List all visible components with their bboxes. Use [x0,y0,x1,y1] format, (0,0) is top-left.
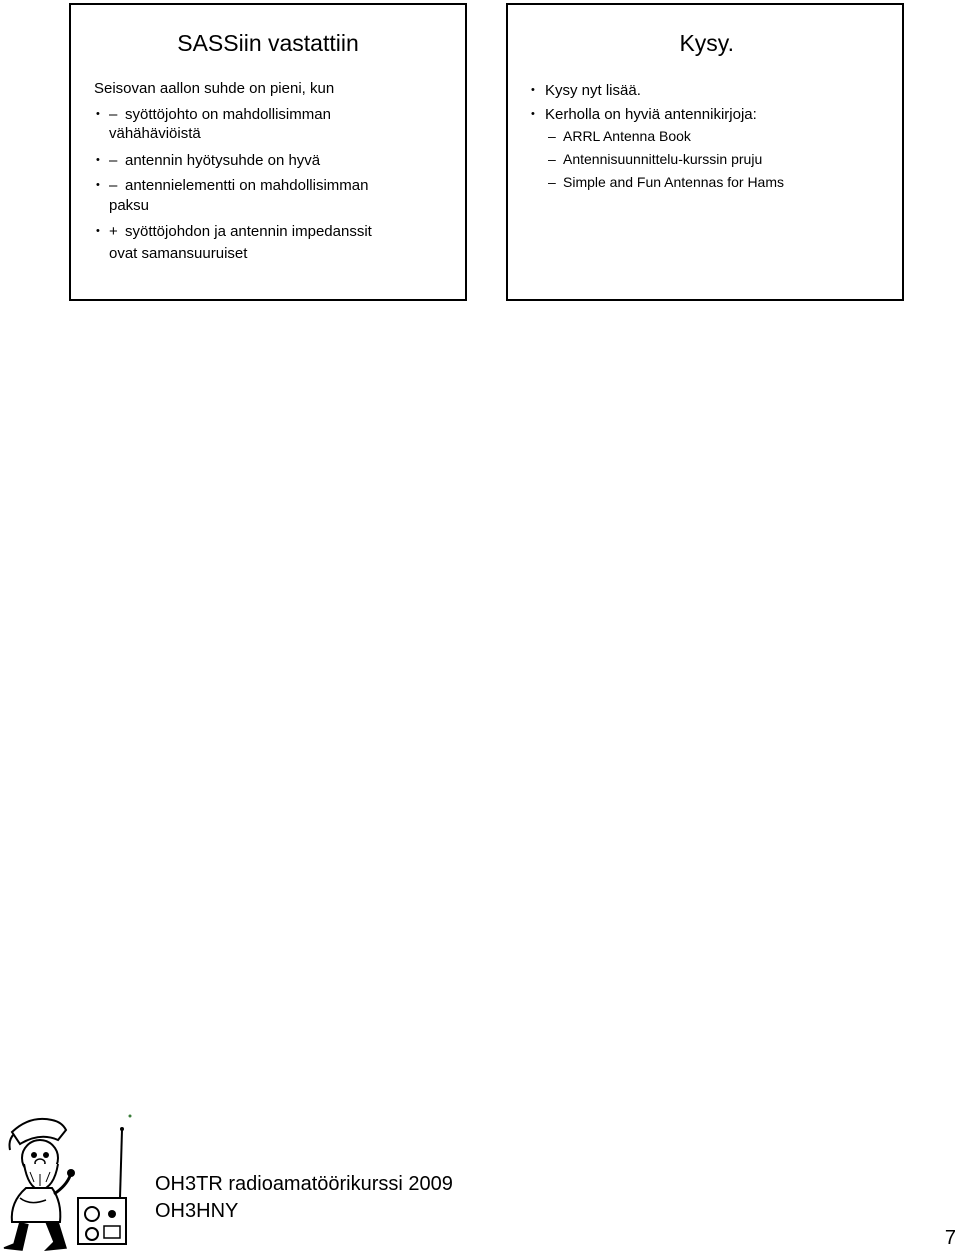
item-text: syöttöjohto on mahdollisimman [125,106,331,123]
item-text: syöttöjohdon ja antennin impedanssit [125,223,372,240]
item-text-continued: vähähäviöistä [109,125,201,142]
item-text-continued: ovat samansuuruiset [109,245,248,262]
bullet-icon: • [96,179,100,191]
bullet-text: Kerholla on hyviä antennikirjoja: [545,106,757,123]
item-dash: – [109,177,118,194]
gnome-radio-logo-icon [0,1110,140,1257]
bullet-icon: • [96,154,100,166]
slide1-title: SASSiin vastattiin [177,30,359,56]
book-title: Simple and Fun Antennas for Hams [563,174,785,190]
bullet-icon: • [531,84,535,96]
item-dash: – [109,106,118,123]
bullet-icon: • [531,108,535,120]
slide1-intro: Seisovan aallon suhde on pieni, kun [94,80,335,97]
book-title: Antennisuunnittelu-kurssin pruju [563,151,763,167]
footer-author: OH3HNY [155,1200,239,1222]
item-dash: – [109,152,118,169]
book-dash: – [548,151,556,167]
slide2-title: Kysy. [679,30,734,56]
slide-kysy [506,3,904,301]
page-number: 7 [944,1227,956,1249]
book-title: ARRL Antenna Book [563,128,691,144]
book-dash: – [548,128,556,144]
item-plus: + [109,223,118,240]
item-text: antennielementti on mahdollisimman [125,177,369,194]
bullet-text: Kysy nyt lisää. [545,82,641,99]
footer-course-title: OH3TR radioamatöörikurssi 2009 [155,1173,453,1195]
item-text-continued: paksu [109,197,150,214]
book-dash: – [548,174,556,190]
bullet-icon: • [96,225,100,237]
slide-sassiin-vastattiin [69,3,467,301]
item-text: antennin hyötysuhde on hyvä [125,152,321,169]
bullet-icon: • [96,108,100,120]
